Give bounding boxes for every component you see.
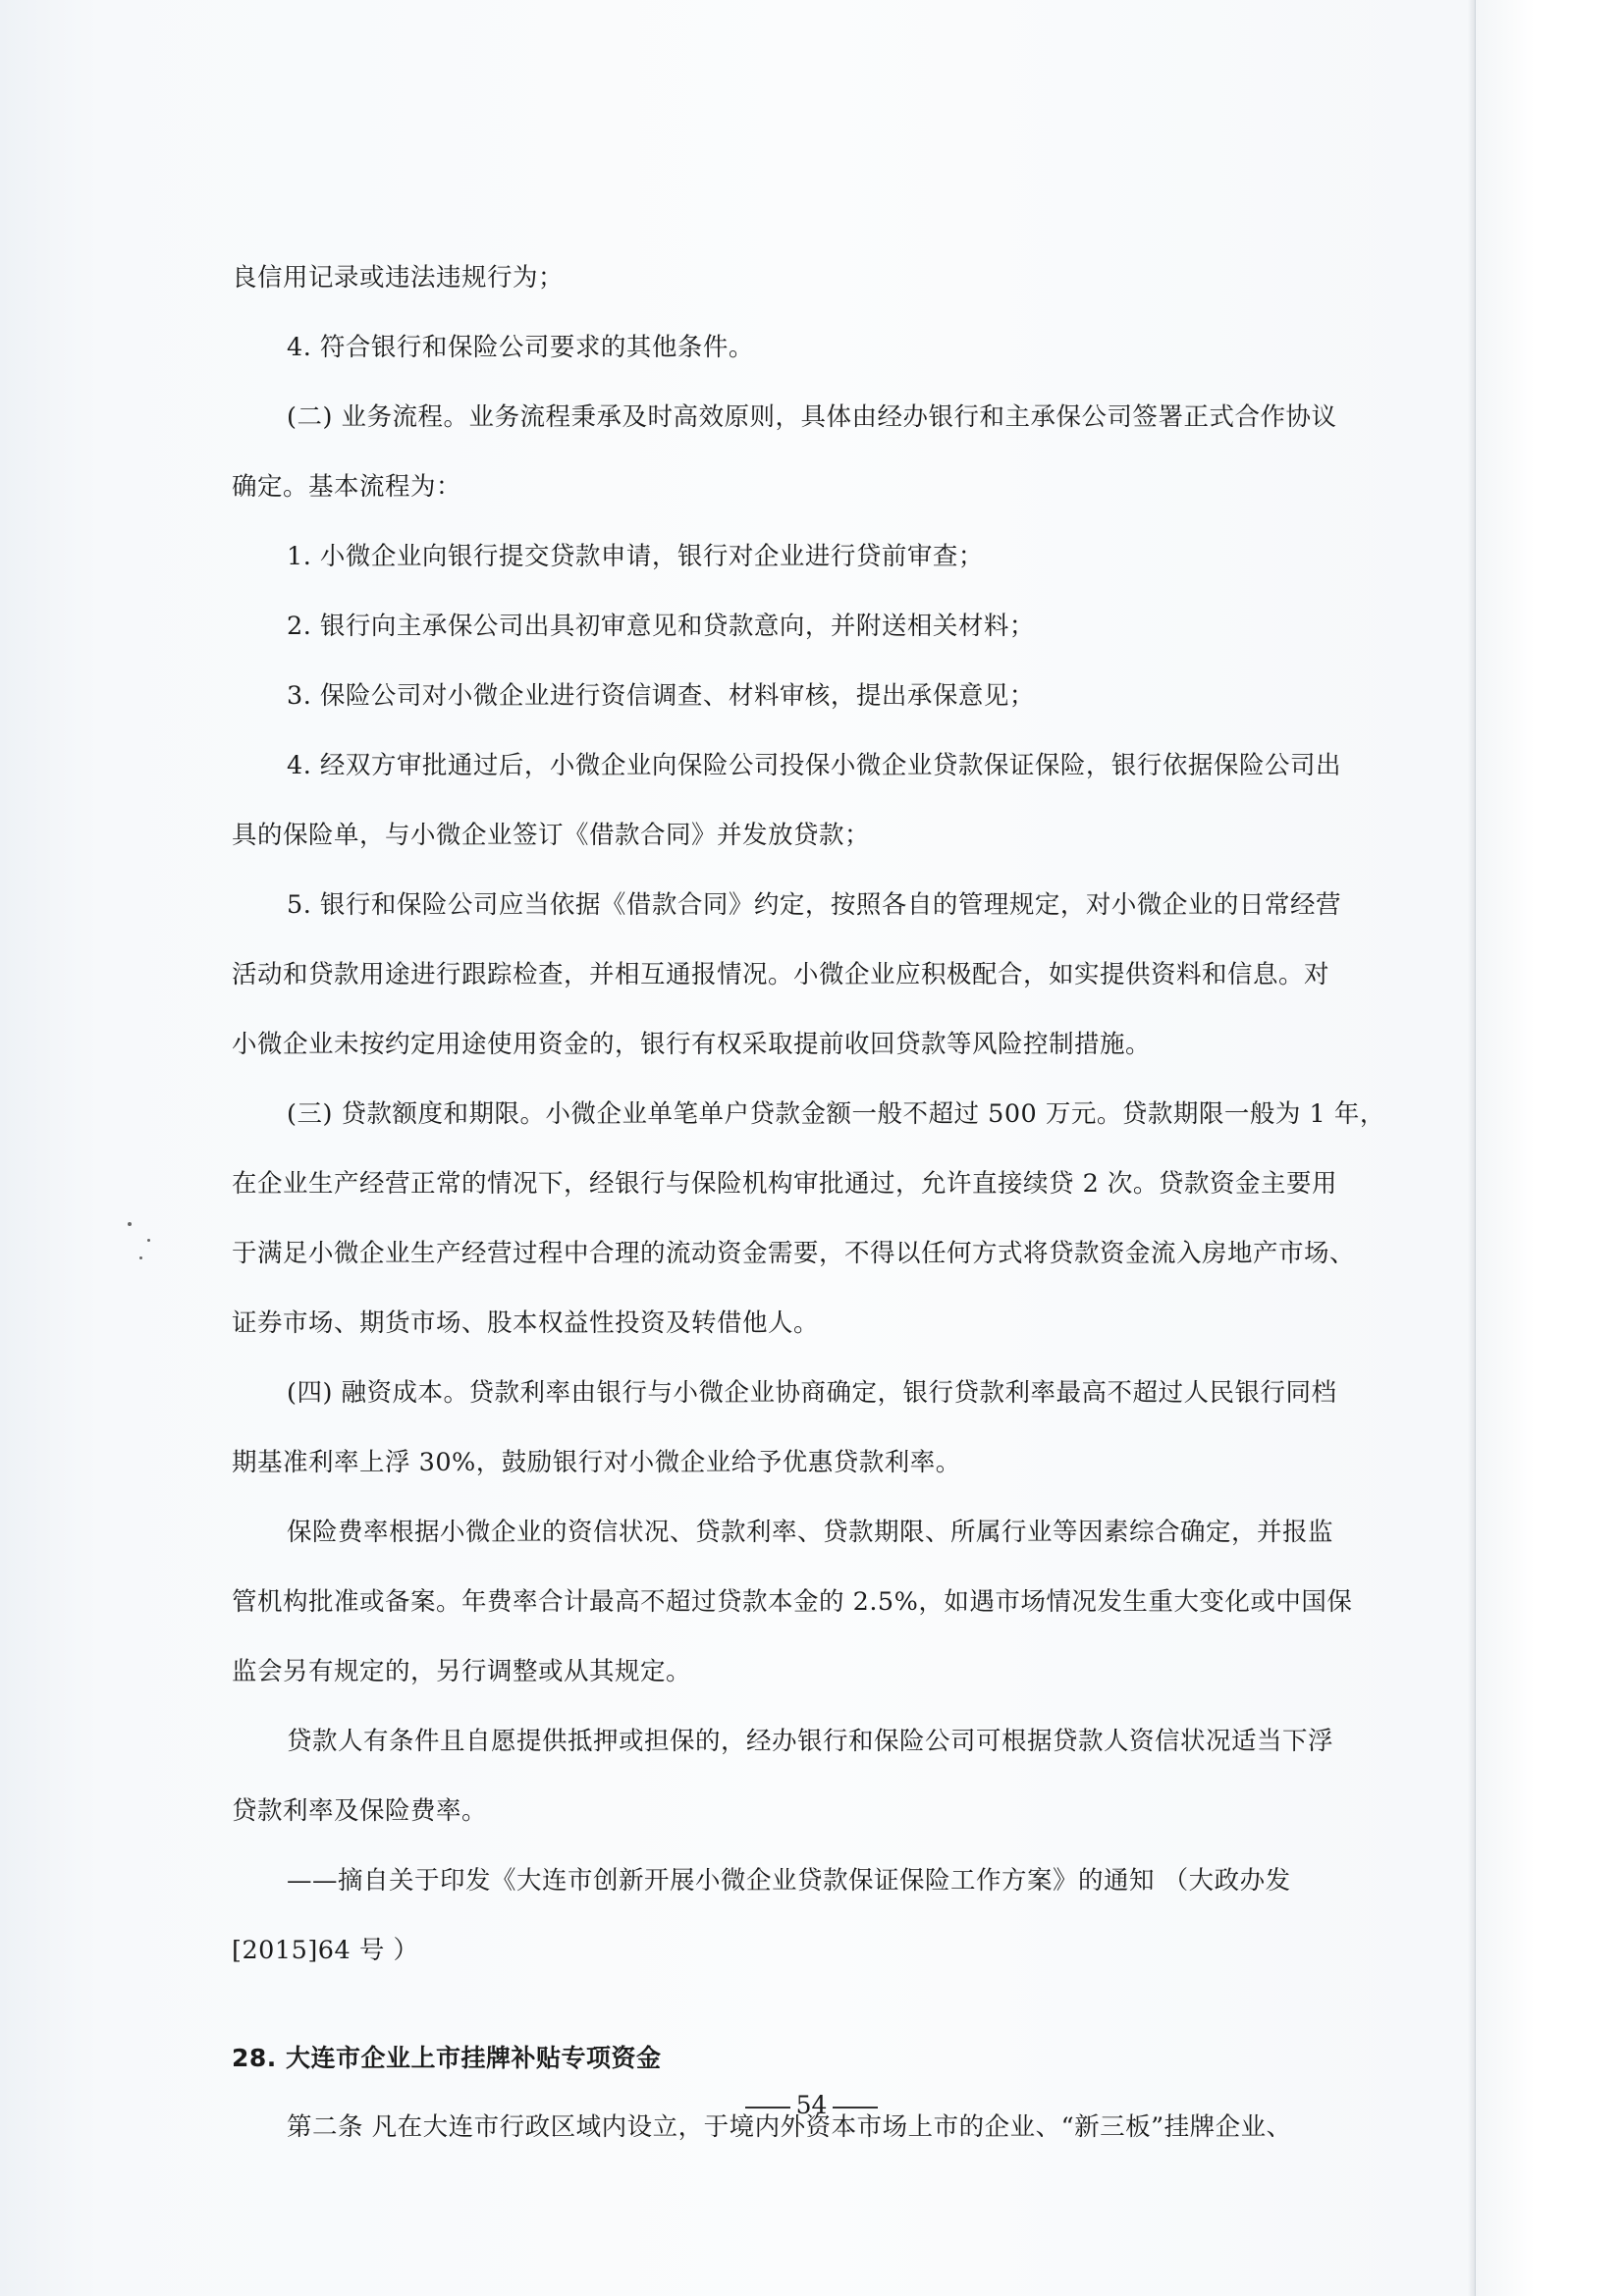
page-number [0, 2091, 1623, 2119]
text-line: (三) 贷款额度和期限。小微企业单笔单户贷款金额一般不超过 500 万元。贷款期限一般为 1 年， [287, 1099, 1385, 1129]
page-number-label: 54 [745, 2091, 879, 2119]
text-line: 3. 保险公司对小微企业进行资信调查、材料审核，提出承保意见； [287, 681, 1035, 711]
text-line: 4. 经双方审批通过后，小微企业向保险公司投保小微企业贷款保证保险，银行依据保险公司出 [287, 751, 1341, 780]
adjacent-page-edge [1475, 0, 1623, 2296]
text-line: 第二条 凡在大连市行政区域内设立，于境内外资本市场上市的企业、“新三板”挂牌企业、 [287, 2112, 1292, 2142]
text-line: 5. 银行和保险公司应当依据《借款合同》约定，按照各自的管理规定，对小微企业的日常经营 [287, 890, 1341, 920]
scan-speck [147, 1239, 150, 1242]
text-line: (四) 融资成本。贷款利率由银行与小微企业协商确定，银行贷款利率最高不超过人民银行同档 [287, 1378, 1337, 1408]
text-line: 2. 银行向主承保公司出具初审意见和贷款意向，并附送相关材料； [287, 612, 1035, 641]
document-body [232, 243, 1449, 2163]
text-line: 保险费率根据小微企业的资信状况、贷款利率、贷款期限、所属行业等因素综合确定，并报监 [287, 1518, 1334, 1547]
text-line: 小微企业未按约定用途使用资金的，银行有权采取提前收回贷款等风险控制措施。 [232, 1030, 1152, 1059]
text-line: 监会另有规定的，另行调整或从其规定。 [232, 1657, 692, 1686]
text-line: 在企业生产经营正常的情况下，经银行与保险机构审批通过，允许直接续贷 2 次。贷款资金主要用 [232, 1169, 1337, 1199]
text-line: 管机构批准或备案。年费率合计最高不超过贷款本金的 2.5%，如遇市场情况发生重大变化或中国保 [232, 1587, 1353, 1617]
text-line: 贷款利率及保险费率。 [232, 1796, 488, 1826]
scan-speck [139, 1256, 142, 1259]
text-line: 贷款人有条件且自愿提供抵押或担保的，经办银行和保险公司可根据贷款人资信状况适当下浮 [287, 1727, 1334, 1756]
text-line: 证券市场、期货市场、股本权益性投资及转借他人。 [232, 1308, 820, 1338]
source-citation-number: [2015]64 号 ） [232, 1936, 419, 1965]
text-line: 活动和贷款用途进行跟踪检查，并相互通报情况。小微企业应积极配合，如实提供资料和信息。对 [232, 960, 1330, 989]
text-line: 于满足小微企业生产经营过程中合理的流动资金需要，不得以任何方式将贷款资金流入房地产市场、 [232, 1239, 1356, 1268]
text-line: 期基准利率上浮 30%，鼓励银行对小微企业给予优惠贷款利率。 [232, 1448, 961, 1477]
text-line: 良信用记录或违法违规行为； [232, 263, 565, 293]
source-citation: ——摘自关于印发《大连市创新开展小微企业贷款保证保险工作方案》的通知 （大政办发 [287, 1866, 1291, 1896]
text-line: 4. 符合银行和保险公司要求的其他条件。 [287, 333, 754, 362]
text-line: (二) 业务流程。业务流程秉承及时高效原则，具体由经办银行和主承保公司签署正式合作协议 [287, 402, 1337, 432]
section-heading: 28. 大连市企业上市挂牌补贴专项资金 [232, 2044, 662, 2072]
text-line: 确定。基本流程为： [232, 472, 462, 502]
scan-speck [128, 1222, 132, 1226]
text-line: 具的保险单，与小微企业签订《借款合同》并发放贷款； [232, 821, 871, 850]
text-line: 1. 小微企业向银行提交贷款申请，银行对企业进行贷前审查； [287, 542, 984, 571]
